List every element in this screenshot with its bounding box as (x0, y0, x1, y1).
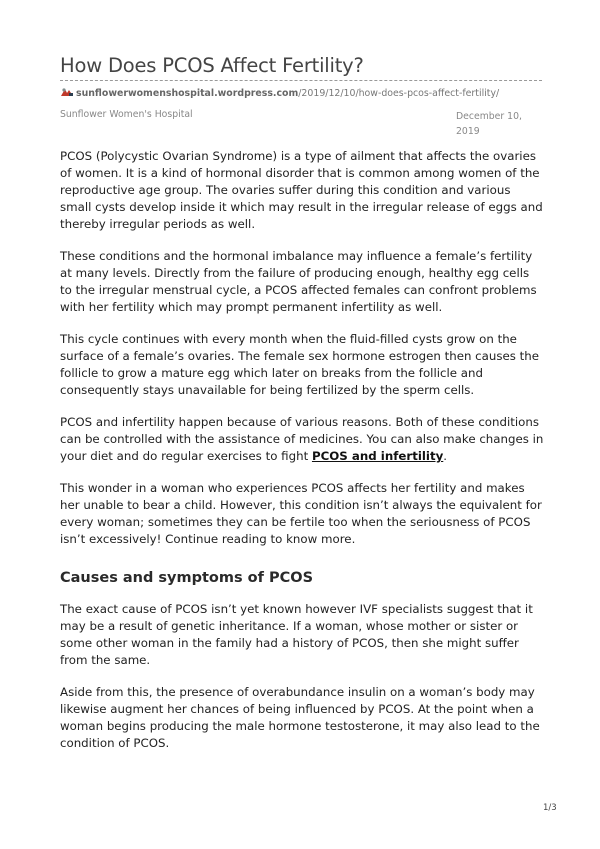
paragraph-4-text: PCOS and infertility happen because of various reasons. Both of these conditions can be controlled with the assistance of medicines. You can also make changes in your diet and do regular exercises to fight (60, 415, 544, 463)
paragraph-4-end: . (443, 449, 448, 463)
source-url[interactable] (60, 87, 499, 99)
paragraph-4 (60, 414, 544, 465)
paragraph-6: The exact cause of PCOS isn’t yet known however IVF specialists suggest that it may be a result of genetic inheritance. If a woman, whose mother or sister or some other woman in the family had a history of PCOS, then she might suffer from the same. (60, 602, 533, 667)
article-body (60, 148, 544, 767)
publish-date-line2: 2019 (456, 126, 480, 137)
source-path: /2019/12/10/how-does-pcos-affect-fertility/ (298, 88, 500, 99)
section-heading-causes: Causes and symptoms of PCOS (60, 570, 314, 586)
pcos-infertility-link[interactable]: PCOS and infertility (311, 449, 444, 463)
publish-date (456, 109, 536, 139)
source-domain: sunflowerwomenshospital.wordpress.com (76, 88, 299, 99)
site-name: Sunflower Women's Hospital (60, 109, 193, 120)
title-divider (60, 80, 542, 81)
wordpress-favicon-icon (60, 87, 74, 97)
publish-date-line1: December 10, (456, 111, 522, 122)
paragraph-5: This wonder in a woman who experiences PCOS affects her fertility and makes her unable to bear a child. However, this condition isn’t always the equivalent for every woman; sometimes they can be fertile too when the seriousness of PCOS isn’t excessively! Continue reading to know more. (60, 481, 542, 546)
page-number: 1/3 (543, 803, 557, 813)
paragraph-7: Aside from this, the presence of overabundance insulin on a woman’s body may likewise augment her chances of being influenced by PCOS. At the point when a woman begins producing the male hormone testosterone, it may also lead to the condition of PCOS. (60, 685, 540, 750)
paragraph-2: These conditions and the hormonal imbalance may influence a female’s fertility at many levels. Directly from the failure of producing enough, healthy egg cells to the irregular menstrual cycle, a PCOS affected females can confront problems with her fertility which may prompt permanent infertility as well. (60, 249, 537, 314)
paragraph-3: This cycle continues with every month when the fluid-filled cysts grow on the surface of a female’s ovaries. The female sex hormone estrogen then causes the follicle to grow a mature egg which later on breaks from the follicle and consequently stays unavailable for being fertilized by the sperm cells. (60, 332, 540, 397)
article-title: How Does PCOS Affect Fertility? (60, 54, 364, 77)
paragraph-1: PCOS (Polycystic Ovarian Syndrome) is a type of ailment that affects the ovaries of women. It is a kind of hormonal disorder that is common among women of the reproductive age group. The ovaries suffer during this condition and various small cysts develop inside it which may result in the irregular release of eggs and thereby irregular periods as well. (60, 149, 543, 231)
